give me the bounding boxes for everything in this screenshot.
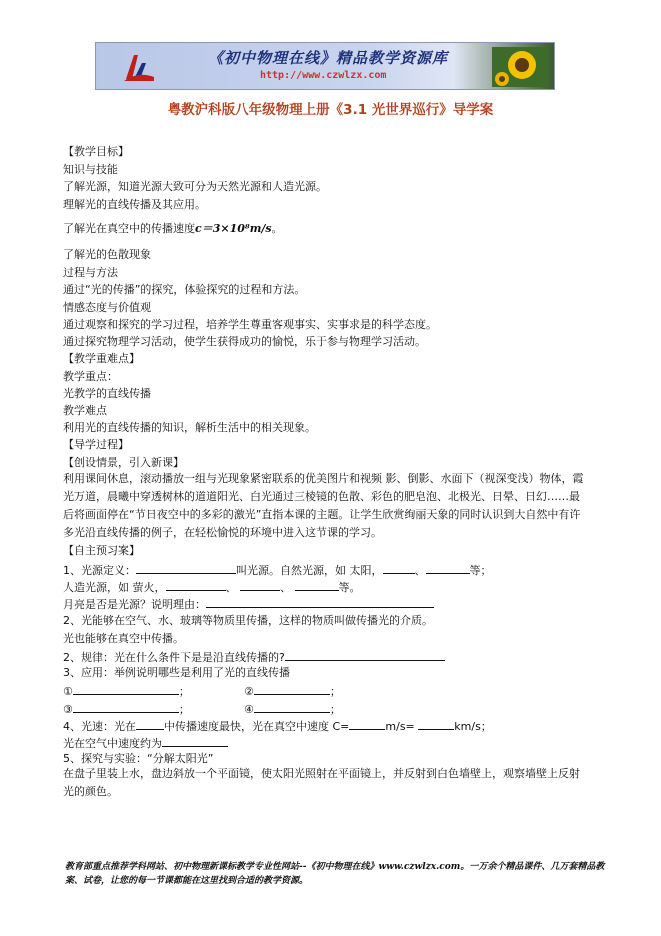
colon: ；: [329, 703, 341, 716]
blank-artificial-source-1[interactable]: [166, 579, 226, 591]
applications-row-1b: [244, 683, 341, 699]
speed-end: 。: [271, 222, 283, 235]
text-line: 光教学的直线传播: [63, 387, 151, 400]
q1a-label: 1、光源定义：: [63, 564, 136, 577]
marker-2: ②: [244, 685, 254, 698]
section-intro: 【创设情景，引入新课】: [63, 456, 184, 469]
question-2b: 光也能够在真空中传播。: [63, 632, 184, 645]
blank-application-1[interactable]: [73, 683, 179, 695]
applications-row-2: [63, 701, 190, 717]
q1a-mid: 叫光源。自然光源，如 太阳，: [236, 564, 383, 577]
colon: ；: [329, 685, 341, 698]
blank-light-source-definition[interactable]: [136, 562, 236, 574]
question-1a: [63, 562, 492, 578]
text-line: 理解光的直线传播及其应用。: [63, 198, 206, 211]
section-key-points: 【教学重难点】: [63, 352, 140, 365]
blank-speed-ms[interactable]: [349, 718, 385, 730]
question-4: 3、应用：举例说明哪些是利用了光的直线传播: [63, 666, 290, 679]
blank-propagation-condition[interactable]: [285, 649, 445, 661]
colon: ；: [178, 685, 190, 698]
blank-application-2[interactable]: [254, 683, 330, 695]
text-line: 通过探究物理学习活动，使学生获得成功的愉悦，乐于参与物理学习活动。: [63, 335, 426, 348]
q3-label: 2、规律：光在什么条件下是是沿直线传播的?: [63, 651, 285, 664]
light-speed-formula: c＝3×10⁸m/s: [195, 222, 272, 235]
blank-moon-reason[interactable]: [206, 596, 434, 608]
q5-unit-kms: km/s；: [454, 720, 492, 733]
page-title: 粤教沪科版八年级物理上册《3.1 光世界巡行》导学案: [167, 102, 494, 118]
site-logo-icon: [120, 49, 156, 85]
question-1b: [63, 579, 361, 595]
text-line: 教学难点: [63, 404, 107, 417]
applications-row-1: [63, 683, 190, 699]
text-line: 过程与方法: [63, 266, 118, 279]
q1b-sep: 、: [280, 581, 291, 594]
section-process: 【导学过程】: [63, 438, 129, 451]
intro-paragraph: 利用课间休息，滚动播放一组与光现象紧密联系的优美图片和视频 影、倒影、水面下（视深变浅）物体，霞光万道，晨曦中穿透树林的道道阳光、白光通过三棱镜的色散、彩色的肥皂泡、北极光、日晕、日幻……最后将画面停在“节日夜空中的多彩的激光”直指本课的主题。让学生欣赏绚丽天象的同时认识到大自然中有许多光沿直线传播的例子，在轻松愉悦的环境中进入这节课的学习。: [63, 472, 584, 539]
q6-label: 光在空气中速度约为: [63, 737, 162, 750]
blank-air-speed[interactable]: [162, 735, 228, 747]
text-line: 知识与技能: [63, 163, 118, 176]
blank-artificial-source-2[interactable]: [240, 579, 280, 591]
q1b-label: 人造光源，如 萤火，: [63, 581, 166, 594]
blank-speed-kms[interactable]: [418, 718, 454, 730]
question-2a: 2、光能够在空气、水、玻璃等物质里传播，这样的物质叫做传播光的介质。: [63, 614, 433, 627]
section-preview: 【自主预习案】: [63, 544, 140, 557]
section-objectives: 【教学目标】: [63, 145, 129, 158]
colon: ；: [178, 703, 190, 716]
speed-text: 了解光在真空中的传播速度: [63, 222, 195, 235]
banner-title: 《初中物理在线》精品教学资源库: [208, 49, 449, 67]
sunflower-icon: [492, 47, 548, 87]
blank-application-4[interactable]: [254, 701, 330, 713]
text-line: 了解光的色散现象: [63, 248, 151, 261]
question-1c: [63, 596, 434, 612]
blank-natural-source-1[interactable]: [383, 562, 415, 574]
blank-natural-source-2[interactable]: [426, 562, 470, 574]
blank-application-3[interactable]: [73, 701, 179, 713]
blank-artificial-source-3[interactable]: [295, 579, 339, 591]
text-line: 通过观察和探究的学习过程，培养学生尊重客观事实、实事求是的科学态度。: [63, 318, 437, 331]
question-5: [63, 718, 492, 734]
marker-3: ③: [63, 703, 73, 716]
text-line: 教学重点：: [63, 370, 118, 383]
marker-4: ④: [244, 703, 254, 716]
text-line: 通过“光的传播”的探究，体验探究的过程和方法。: [63, 283, 306, 296]
q5-unit-ms: m/s=: [385, 720, 415, 733]
text-line: 情感态度与价值观: [63, 301, 151, 314]
text-line-speed: [63, 222, 283, 236]
q1b-end: 等。: [338, 581, 361, 594]
header-banner: [95, 42, 555, 90]
q1a-end: 等；: [469, 564, 492, 577]
question-6: [63, 735, 228, 751]
text-line: 了解光源，知道光源大致可分为天然光源和人造光源。: [63, 180, 327, 193]
question-3: [63, 649, 445, 665]
q1a-sep: 、: [414, 564, 426, 577]
q5-label: 4、光速：光在: [63, 720, 136, 733]
q1b-sep: 、: [225, 581, 237, 594]
applications-row-2b: [244, 701, 341, 717]
question-7: 5、探究与实验：“分解太阳光”: [63, 752, 214, 765]
question-8: 在盘子里装上水，盘边斜放一个平面镜，使太阳光照射在平面镜上，并反射到白色墙壁上，观察墙壁上反射光的颜色。: [63, 767, 580, 798]
page-footer: 教育部重点推荐学科网站、初中物理新课标教学专业性网站--《初中物理在线》www.czwlzx.com。一万余个精品课件、几万套精品教案、试卷，让您的每一节课都能在这里找到合适的教学资源。: [65, 862, 605, 886]
marker-1: ①: [63, 685, 73, 698]
text-line: 利用光的直线传播的知识，解析生活中的相关现象。: [63, 421, 316, 434]
q1c-label: 月亮是否是光源？说明理由：: [63, 598, 206, 611]
banner-url[interactable]: http://www.czwlzx.com: [260, 70, 387, 81]
blank-fastest-medium[interactable]: [136, 718, 164, 730]
q5-mid: 中传播速度最快，光在真空中速度 C=: [164, 720, 350, 733]
